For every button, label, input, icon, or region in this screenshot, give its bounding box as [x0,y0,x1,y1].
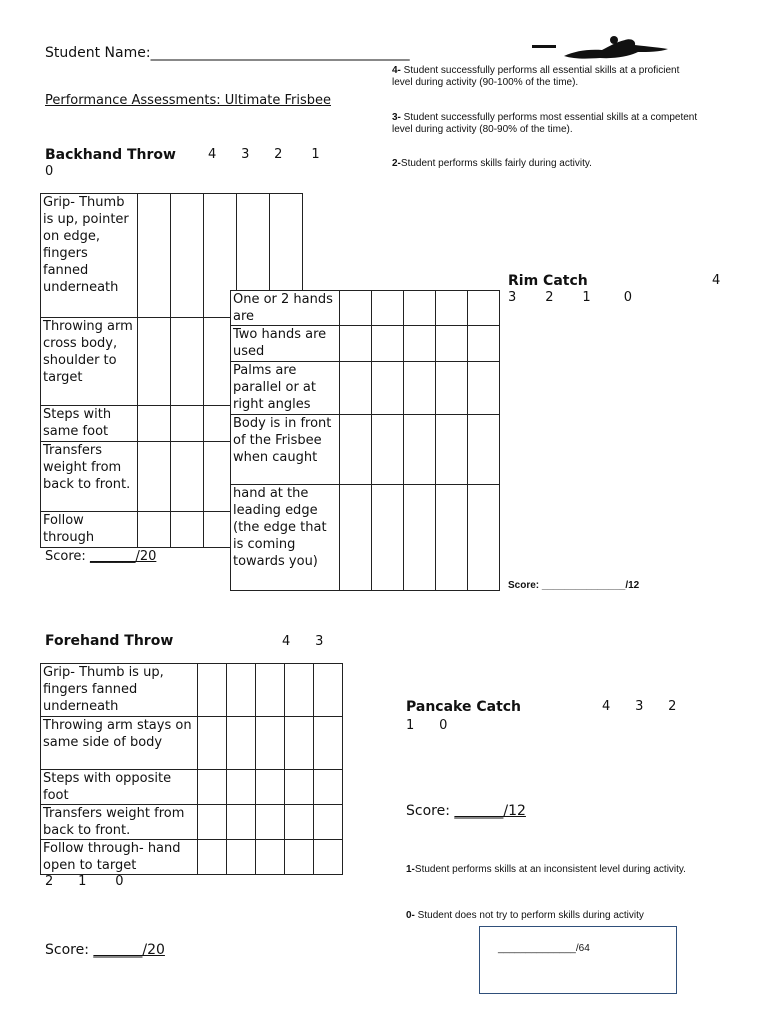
forehand-criterion: Throwing arm stays on same side of body [41,717,198,770]
rim-catch-title: Rim Catch [508,273,588,289]
score-cell[interactable] [314,805,343,840]
score-cell[interactable] [436,326,468,362]
score-cell[interactable] [436,291,468,326]
score-cell[interactable] [171,318,204,406]
pancake-title: Pancake Catch [406,699,522,715]
backhand-title: Backhand Throw [45,147,176,163]
forehand-scale: 4 3 [282,634,324,649]
rim-catch-scale: 3 2 1 0 [508,290,632,305]
rim-catch-criterion: One or 2 hands are [231,291,340,326]
score-cell[interactable] [340,326,372,362]
score-cell[interactable] [227,664,256,717]
score-cell[interactable] [198,805,227,840]
rim-catch-criterion: Two hands are used [231,326,340,362]
forehand-criterion: Steps with opposite foot [41,770,198,805]
forehand-title: Forehand Throw [45,633,174,649]
rim-catch-scale-four: 4 [712,273,721,288]
pancake-scale-cont: 1 0 [406,718,448,733]
score-cell[interactable] [285,717,314,770]
score-cell[interactable] [314,664,343,717]
backhand-scale: 4 3 2 1 [208,147,320,162]
page-subtitle: Performance Assessments: Ultimate Frisbee [45,93,331,108]
score-cell[interactable] [468,415,500,485]
backhand-criterion: Follow through [41,512,138,548]
score-cell[interactable] [256,840,285,875]
score-cell[interactable] [285,840,314,875]
score-cell[interactable] [227,770,256,805]
score-cell[interactable] [468,326,500,362]
score-cell[interactable] [468,485,500,591]
legend-3: 3- Student successfully performs most essential skills at a competent level during activity (80-90% of the time). [392,112,698,135]
score-cell[interactable] [227,805,256,840]
frisbee-diver-icon [530,34,670,64]
score-cell[interactable] [256,664,285,717]
backhand-score: Score: _______/20 [45,549,157,564]
score-cell[interactable] [372,485,404,591]
score-cell[interactable] [198,717,227,770]
score-cell[interactable] [340,291,372,326]
backhand-criterion: Grip- Thumb is up, pointer on edge, fingers fanned underneath [41,194,138,318]
score-cell[interactable] [171,512,204,548]
forehand-criterion: Follow through- hand open to target [41,840,198,875]
student-name-label: Student Name:_____________________________________ [45,45,410,61]
rim-catch-criterion: hand at the leading edge (the edge that is coming towards you) [231,485,340,591]
score-cell[interactable] [404,326,436,362]
score-cell[interactable] [436,485,468,591]
score-cell[interactable] [198,770,227,805]
score-cell[interactable] [227,717,256,770]
score-cell[interactable] [256,805,285,840]
score-cell[interactable] [138,194,171,318]
legend-4: 4- Student successfully performs all essential skills at a proficient level during activity (90-100% of the time). [392,65,680,88]
score-cell[interactable] [340,415,372,485]
total-score: ______________/64 [498,943,590,954]
legend-0: 0- Student does not try to perform skills during activity [406,910,644,921]
score-cell[interactable] [138,442,171,512]
score-cell[interactable] [138,318,171,406]
score-cell[interactable] [198,664,227,717]
score-cell[interactable] [171,194,204,318]
rim-catch-criterion: Palms are parallel or at right angles [231,362,340,415]
score-cell[interactable] [256,770,285,805]
score-cell[interactable] [372,415,404,485]
legend-1: 1-Student performs skills at an inconsistent level during activity. [406,864,686,875]
legend-2: 2-Student performs skills fairly during activity. [392,158,592,169]
score-cell[interactable] [468,362,500,415]
score-cell[interactable] [138,512,171,548]
backhand-criterion: Transfers weight from back to front. [41,442,138,512]
score-cell[interactable] [404,362,436,415]
score-cell[interactable] [372,291,404,326]
forehand-scale-cont: 2 1 0 [45,874,124,889]
forehand-score: Score: _______/20 [45,942,165,958]
score-cell[interactable] [314,717,343,770]
score-cell[interactable] [404,415,436,485]
rim-catch-criterion: Body is in front of the Frisbee when caught [231,415,340,485]
total-score-box[interactable] [479,926,677,994]
score-cell[interactable] [138,406,171,442]
rim-catch-score: Score: _______________/12 [508,580,640,591]
forehand-criterion: Grip- Thumb is up, fingers fanned underneath [41,664,198,717]
backhand-scale-zero: 0 [45,164,54,179]
backhand-criterion: Steps with same foot [41,406,138,442]
score-cell[interactable] [256,717,285,770]
score-cell[interactable] [436,362,468,415]
score-cell[interactable] [285,770,314,805]
score-cell[interactable] [372,362,404,415]
backhand-criterion: Throwing arm cross body, shoulder to target [41,318,138,406]
score-cell[interactable] [171,442,204,512]
score-cell[interactable] [285,664,314,717]
score-cell[interactable] [171,406,204,442]
score-cell[interactable] [314,770,343,805]
score-cell[interactable] [285,805,314,840]
score-cell[interactable] [404,291,436,326]
score-cell[interactable] [372,326,404,362]
score-cell[interactable] [198,840,227,875]
forehand-criterion: Transfers weight from back to front. [41,805,198,840]
score-cell[interactable] [436,415,468,485]
score-cell[interactable] [340,485,372,591]
rim-catch-rubric-table [230,290,500,591]
score-cell[interactable] [227,840,256,875]
forehand-rubric-table [40,663,343,875]
score-cell[interactable] [468,291,500,326]
pancake-scale: 4 3 2 [602,699,677,714]
pancake-score: Score: _______/12 [406,803,526,819]
score-cell[interactable] [404,485,436,591]
score-cell[interactable] [314,840,343,875]
score-cell[interactable] [340,362,372,415]
